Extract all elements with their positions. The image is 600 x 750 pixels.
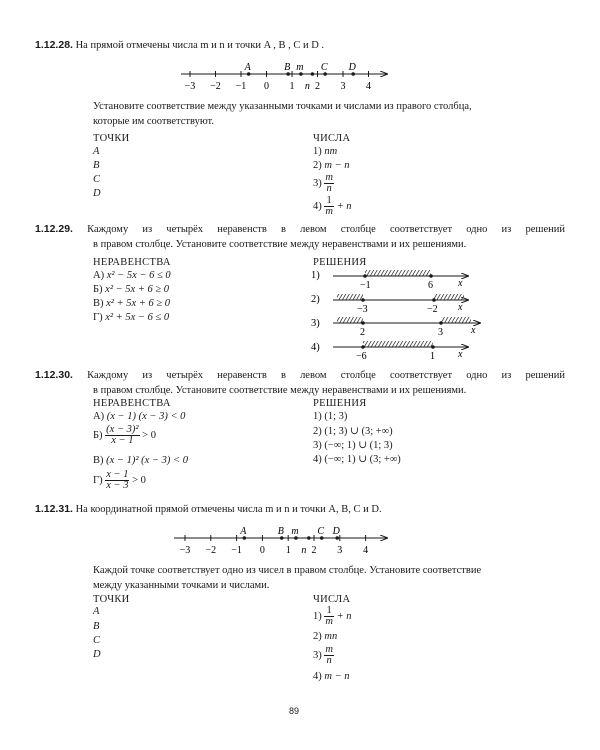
point-2-b: B xyxy=(93,621,100,632)
problem-text: На прямой отмечены числа m и n и точки A , B , C и D . xyxy=(75,40,325,51)
point-label: C xyxy=(320,62,328,73)
n-label: n xyxy=(301,545,307,556)
axis-tick-label: −1 xyxy=(235,81,247,92)
svg-text:4): 4) xyxy=(311,342,320,353)
number-line-1 xyxy=(175,58,395,96)
inequality-2-b: Б) $\frac{\text{(x − 3)²}}{x - 1}$ > 0 xyxy=(93,424,156,446)
solution-2-3: 3) (−∞; 1) ∪ (1; 3) xyxy=(313,440,393,451)
numbers-header-2: ЧИСЛА xyxy=(313,594,351,605)
svg-text:3: 3 xyxy=(438,327,443,338)
solution-2-4: 4) (−∞; 1) ∪ (3; +∞) xyxy=(313,454,401,465)
axis-tick-label: 0 xyxy=(264,81,269,92)
points-header: ТОЧКИ xyxy=(93,133,130,144)
n-marker xyxy=(311,72,315,76)
solution-2-2: 2) (1; 3) ∪ (3; +∞) xyxy=(313,426,393,437)
point-label: B xyxy=(284,62,291,73)
inequality-c: В) x² + 5x + 6 ≥ 0 xyxy=(93,298,171,309)
problem-1-12-29-statement: 1.12.29. Каждому из четырёх неравенств в левом столбце соответствует одно из решений в правом столбце. Установите соответствие между неравенствами и их решениями. xyxy=(35,223,565,250)
svg-text:3): 3) xyxy=(311,318,320,329)
inequality-2-d: Г) $\frac{x - 1}{x - 3}$ > 0 xyxy=(93,469,146,491)
numbers-header: ЧИСЛА xyxy=(313,133,351,144)
point-label: D xyxy=(348,62,356,73)
number-option-1: 1) nm xyxy=(313,146,338,157)
point-2-c: C xyxy=(93,635,101,646)
svg-text:6: 6 xyxy=(428,280,433,291)
number-2-option-2: 2) mn xyxy=(313,631,338,642)
inequality-b: Б) x² − 5x + 6 ≥ 0 xyxy=(93,284,170,295)
axis-tick-label: 2 xyxy=(311,545,317,556)
point-label: C xyxy=(317,526,325,537)
svg-text:2): 2) xyxy=(311,294,320,305)
number-2-option-1: 1) $\frac{1}{m}$ + n xyxy=(313,605,352,627)
page-number: 89 xyxy=(289,706,300,716)
axis-tick-label: −1 xyxy=(231,545,242,556)
axis-tick-label: 0 xyxy=(259,545,265,556)
axis-tick-label: 3 xyxy=(337,545,343,556)
n-marker xyxy=(307,536,311,540)
point-label: A xyxy=(244,62,251,73)
inequalities-header: НЕРАВЕНСТВА xyxy=(93,257,171,268)
solutions-header-2: РЕШЕНИЯ xyxy=(313,398,367,409)
point-a: A xyxy=(93,146,100,157)
svg-text:−6: −6 xyxy=(356,351,367,362)
point-label: B xyxy=(277,526,284,537)
axis-tick-label: 1 xyxy=(285,545,291,556)
axis-tick-label: −3 xyxy=(184,81,196,92)
axis-tick-label: 2 xyxy=(315,81,320,92)
inequality-a: А) x² − 5x − 6 ≤ 0 xyxy=(93,270,171,281)
svg-text:x: x xyxy=(471,325,476,336)
solution-lines xyxy=(305,266,490,362)
point-b: B xyxy=(93,160,100,171)
svg-text:1: 1 xyxy=(430,351,435,362)
problem-1-12-28-statement xyxy=(35,38,575,53)
inequality-d: Г) x² + 5x − 6 ≤ 0 xyxy=(93,312,170,323)
problem-4-instruction: Каждой точке соответствует одно из чисел в правом столбце. Установите соответствие между указанными точками и числами. xyxy=(93,565,482,591)
svg-text:x: x xyxy=(458,302,463,313)
problem-1-12-31-statement: 1.12.31. На координатной прямой отмечены числа m и n и точки A, B, C и D. xyxy=(35,503,382,515)
axis-tick-label: 4 xyxy=(366,81,371,92)
point-c: C xyxy=(93,174,101,185)
number-option-2: 2) m − n xyxy=(313,160,350,171)
point-2-d: D xyxy=(93,649,101,660)
number-option-4: 4) $\frac{1}{m}$ + n xyxy=(313,195,352,217)
solutions-header: РЕШЕНИЯ xyxy=(313,257,367,268)
svg-text:2: 2 xyxy=(360,327,365,338)
point-label: D xyxy=(332,526,340,537)
solution-2-1: 1) (1; 3) xyxy=(313,411,348,422)
solution-1-index: 1) xyxy=(311,270,320,281)
number-2-option-4: 4) m − n xyxy=(313,671,350,682)
axis-tick-label: −3 xyxy=(179,545,191,556)
number-line-2 xyxy=(172,523,397,561)
problem-number: 1.12.28. xyxy=(35,39,73,51)
inequality-2-a: А) (x − 1) (x − 3) < 0 xyxy=(93,411,186,422)
points-header-2: ТОЧКИ xyxy=(93,594,130,605)
point-2-a: A xyxy=(93,606,100,617)
problem-1-instruction: Установите соответствие между указанными точками и числами из правого столбца, которые им соответствуют. xyxy=(93,101,472,127)
axis-tick-label: 3 xyxy=(340,81,346,92)
n-label: n xyxy=(304,81,310,92)
svg-text:x: x xyxy=(458,349,463,360)
number-2-option-3: 3) $\frac{m}{n}$ xyxy=(313,644,333,666)
number-option-3: 3) $\frac{m}{n}$ xyxy=(313,172,333,194)
axis-tick-label: 1 xyxy=(289,81,295,92)
svg-text:−3: −3 xyxy=(357,304,368,315)
axis-tick-label: −2 xyxy=(205,545,217,556)
axis-tick-label: −2 xyxy=(210,81,221,92)
svg-text:x: x xyxy=(458,278,463,289)
svg-text:−2: −2 xyxy=(427,304,438,315)
point-label: m xyxy=(291,526,299,537)
inequality-2-c: В) (x − 1)² (x − 3) < 0 xyxy=(93,455,188,466)
point-label: m xyxy=(296,62,304,73)
svg-text:−1: −1 xyxy=(360,280,371,291)
problem-1-12-30-statement: 1.12.30. Каждому из четырёх неравенств в левом столбце соответствует одно из решений в правом столбце. Установите соответствие между неравенствами и их решениями. xyxy=(35,369,565,396)
axis-tick-label: 4 xyxy=(363,545,369,556)
point-d: D xyxy=(93,188,101,199)
point-label: A xyxy=(240,526,247,537)
inequalities-header-2: НЕРАВЕНСТВА xyxy=(93,398,171,409)
